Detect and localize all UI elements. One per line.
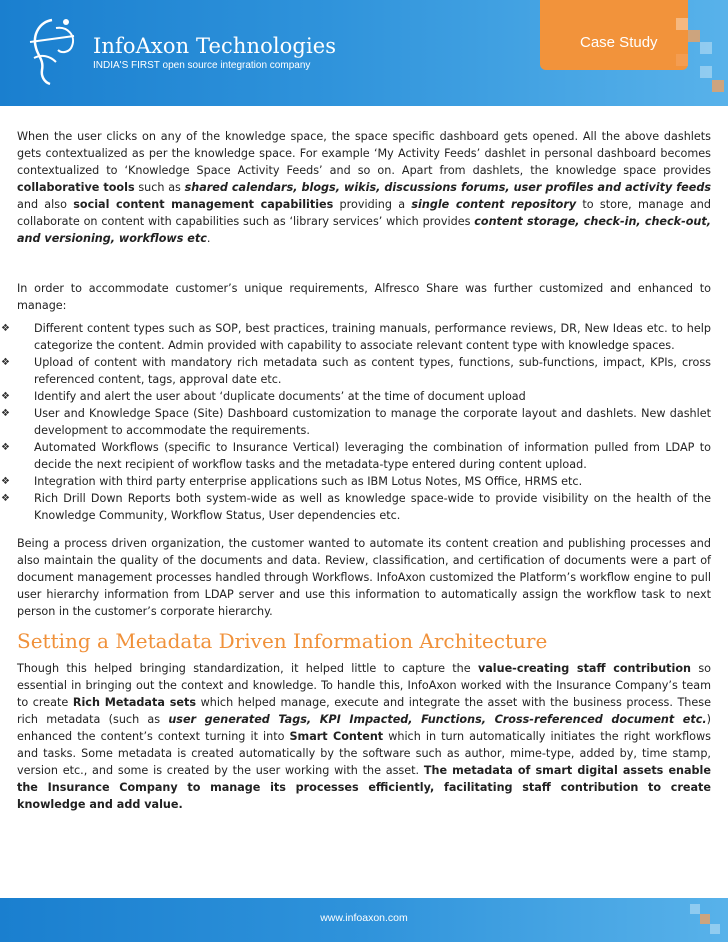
bold-italic-phrase: user generated Tags, KPI Impacted, Functions, Cross-referenced document etc. (168, 713, 707, 726)
text-run: Though this helped bringing standardization, it helped little to capture the (17, 662, 478, 675)
paragraph-customization-intro: In order to accommodate customer’s unique requirements, Alfresco Share was further customized and enhanced to manage: (17, 282, 711, 312)
text-run: When the user clicks on any of the knowledge space, the space specific dashboard gets opened. All the above dashlets gets contextualized as per the knowledge space. For example ‘My Activity Feeds’ dashlet in personal dashboard becomes contextualized to ‘Knowledge Space Activity Feeds’ and so on. Apart from dashlets, the knowledge space provides (17, 130, 711, 177)
list-item: ❖ Different content types such as SOP, best practices, training manuals, performance reviews, DR, New Ideas etc. to help categorize the content. Admin provided with capability to associate relevant content type with knowledge spaces. (1, 322, 711, 352)
footer-url-link[interactable]: www.infoaxon.com (320, 912, 408, 924)
text-run: and also (17, 198, 74, 211)
bold-phrase: social content management capabilities (73, 198, 334, 211)
decor-square (688, 30, 700, 42)
text-run: so essential in bringing out the context and knowledge. To handle this, InfoAxon worked with the Insurance Company’s team to create (17, 662, 711, 709)
text-run: to store, manage and collaborate on content with capabilities such as ‘library services’ which provides (17, 198, 711, 228)
list-item: ❖ User and Knowledge Space (Site) Dashboard customization to manage the corporate layout and dashlets. New dashlet development to accommodate the requirements. (1, 407, 711, 437)
text-run: which in turn automatically initiates the right workflows and tasks. Some metadata is created automatically by the software such as author, mime-type, added by, time stamp, version etc., and some is created by the user working with the asset. (17, 730, 711, 777)
text-run: ) enhanced the content’s context turning it into (17, 713, 711, 743)
bold-italic-phrase: content storage, check-in, check-out, and versioning, workflows etc (17, 215, 711, 245)
case-study-label: Case Study (580, 34, 658, 51)
list-item: ❖ Identify and alert the user about ‘duplicate documents’ at the time of document upload (1, 390, 526, 403)
section-heading: Setting a Metadata Driven Information Architecture (17, 629, 548, 653)
decor-square (712, 80, 724, 92)
company-name: InfoAxon Technologies (93, 34, 337, 58)
bold-phrase: collaborative tools (17, 181, 135, 194)
decor-square (700, 914, 710, 924)
text-run: such as (134, 181, 185, 194)
bold-phrase: The metadata of smart digital assets enable the Insurance Company to manage its processes efficiently, facilitating staff contribution to create knowledge and add value. (17, 764, 711, 811)
list-item: ❖ Automated Workflows (specific to Insurance Vertical) leveraging the combination of information pulled from LDAP to decide the next recipient of workflow tasks and the metadata-type entered during content upload. (1, 441, 711, 471)
document-body (1, 128, 712, 813)
diamond-bullet-icon: ❖ (1, 493, 10, 504)
decor-square (676, 18, 688, 30)
diamond-bullet-icon: ❖ (1, 391, 10, 402)
bold-italic-phrase: shared calendars, blogs, wikis, discussions forums, user profiles and activity feeds (184, 181, 712, 194)
diamond-bullet-icon: ❖ (1, 408, 10, 419)
bold-phrase: Smart Content (289, 730, 384, 743)
decor-square (700, 66, 712, 78)
enhancements-list (1, 320, 711, 524)
decor-square (710, 924, 720, 934)
paragraph-knowledge-space (17, 128, 711, 247)
diamond-bullet-icon: ❖ (1, 357, 10, 368)
decor-square (690, 904, 700, 914)
text-run: which helped manage, execute and integrate the asset with the business process. These rich metadata (such as (17, 696, 711, 726)
paragraph-process-driven: Being a process driven organization, the customer wanted to automate its content creation and publishing processes and also maintain the quality of the documents and data. Review, classification, and certification of documents were a part of document management processes handled through Workflows. InfoAxon customized the Platform’s workflow engine to pull user hierarchy information from LDAP server and use this information to automatically assign the workflow task to next person in the customer’s corporate hierarchy. (17, 537, 711, 618)
bold-phrase: value-creating staff contribution (477, 662, 691, 675)
text-run: providing a (333, 198, 412, 211)
company-tagline: INDIA'S FIRST open source integration company (93, 60, 311, 71)
page-footer (0, 898, 728, 942)
decor-square (676, 54, 688, 66)
diamond-bullet-icon: ❖ (1, 323, 10, 334)
bold-phrase: Rich Metadata sets (72, 696, 197, 709)
diamond-bullet-icon: ❖ (1, 442, 10, 453)
paragraph-metadata (17, 660, 711, 813)
text-run: . (206, 232, 211, 245)
infoaxon-logo-icon (22, 12, 84, 90)
diamond-bullet-icon: ❖ (1, 476, 10, 487)
decor-square (700, 42, 712, 54)
bold-italic-phrase: single content repository (411, 198, 577, 211)
list-item: ❖ Integration with third party enterprise applications such as IBM Lotus Notes, MS Office, HRMS etc. (1, 475, 583, 488)
list-item: ❖ Upload of content with mandatory rich metadata such as content types, functions, sub-functions, impact, KPIs, cross referenced content, tags, approval date etc. (1, 356, 711, 386)
list-item: ❖ Rich Drill Down Reports both system-wide as well as knowledge space-wide to provide visibility on the health of the Knowledge Community, Workflow Status, User dependencies etc. (1, 492, 711, 522)
page-header (0, 0, 728, 106)
